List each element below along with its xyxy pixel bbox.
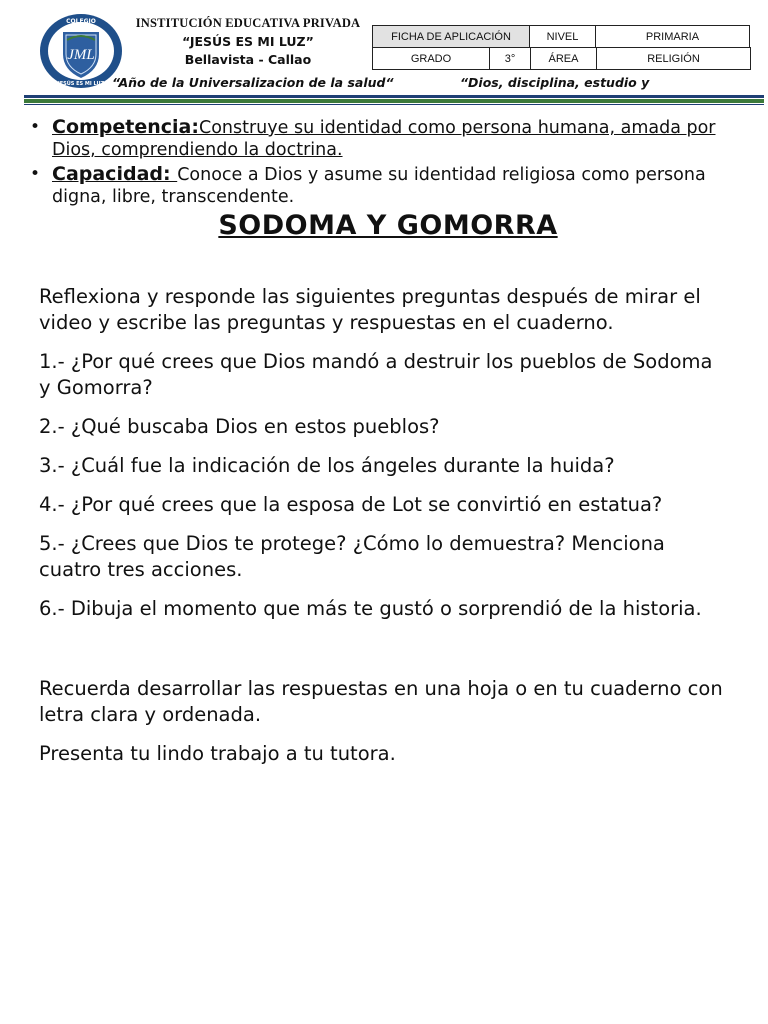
bullet-icon: • — [30, 117, 41, 137]
competency-text: Construye su identidad como persona humana, amada por Dios, comprendiendo la doctrina. — [52, 118, 716, 160]
institution-type: INSTITUCIÓN EDUCATIVA PRIVADA — [135, 16, 361, 30]
grade-label: GRADO — [373, 48, 490, 70]
capacity-item — [30, 163, 740, 208]
level-label: NIVEL — [530, 26, 596, 48]
header-divider-green — [24, 99, 764, 103]
institution-name: “JESÚS ES MI LUZ” — [182, 34, 314, 49]
question-5: 5.- ¿Crees que Dios te protege? ¿Cómo lo demuestra? Menciona cuatro tres acciones. — [39, 532, 665, 581]
question-2: 2.- ¿Qué buscaba Dios en estos pueblos? — [39, 415, 440, 438]
closing-instruction: Recuerda desarrollar las respuestas en una hoja o en tu cuaderno con letra clara y ordenada. — [39, 677, 723, 726]
svg-text:COLEGIO: COLEGIO — [66, 18, 96, 25]
info-row-2 — [373, 48, 751, 70]
competency-label: Competencia: — [52, 116, 199, 138]
document-header — [0, 0, 768, 110]
grade-value: 3° — [490, 48, 531, 70]
info-row-1 — [373, 26, 750, 48]
closing-note: Presenta tu lindo trabajo a tu tutora. — [39, 742, 396, 765]
header-divider-thin — [24, 104, 764, 105]
bullet-icon: • — [30, 164, 41, 184]
svg-text:JML: JML — [67, 47, 95, 63]
motto-values: “Dios, disciplina, estudio y — [460, 75, 650, 90]
motto-year: “Año de la Universalizacion de la salud“ — [112, 75, 394, 90]
question-4: 4.- ¿Por qué crees que la esposa de Lot se convirtió en estatua? — [39, 493, 663, 516]
institution-location: Bellavista - Callao — [184, 52, 312, 67]
institution-block — [130, 16, 366, 67]
level-value: PRIMARIA — [596, 26, 750, 48]
question-6: 6.- Dibuja el momento que más te gustó o sorprendió de la historia. — [39, 597, 702, 620]
question-1: 1.- ¿Por qué crees que Dios mandó a destruir los pueblos de Sodoma y Gomorra? — [39, 350, 713, 399]
question-3: 3.- ¿Cuál fue la indicación de los ángeles durante la huida? — [39, 454, 615, 477]
capacity-text: Conoce a Dios y asume su identidad religiosa como persona digna, libre, transcendente. — [52, 165, 706, 207]
svg-text:JESÚS ES MI LUZ: JESÚS ES MI LUZ — [57, 81, 105, 87]
page-title: SODOMA Y GOMORRA — [218, 210, 558, 241]
worksheet-body — [39, 284, 729, 780]
header-divider-blue — [24, 95, 764, 98]
competencies-list — [30, 116, 740, 210]
area-value: RELIGIÓN — [597, 48, 751, 70]
intro-paragraph: Reflexiona y responde las siguientes preguntas después de mirar el video y escribe las preguntas y respuestas en el cuaderno. — [39, 285, 701, 334]
capacity-label: Capacidad: — [52, 163, 178, 185]
sheet-label: FICHA DE APLICACIÓN — [373, 26, 530, 48]
info-table-row2 — [372, 47, 751, 70]
area-label: ÁREA — [531, 48, 597, 70]
info-table — [372, 25, 750, 48]
competency-item — [30, 116, 740, 161]
spacer — [39, 635, 729, 676]
